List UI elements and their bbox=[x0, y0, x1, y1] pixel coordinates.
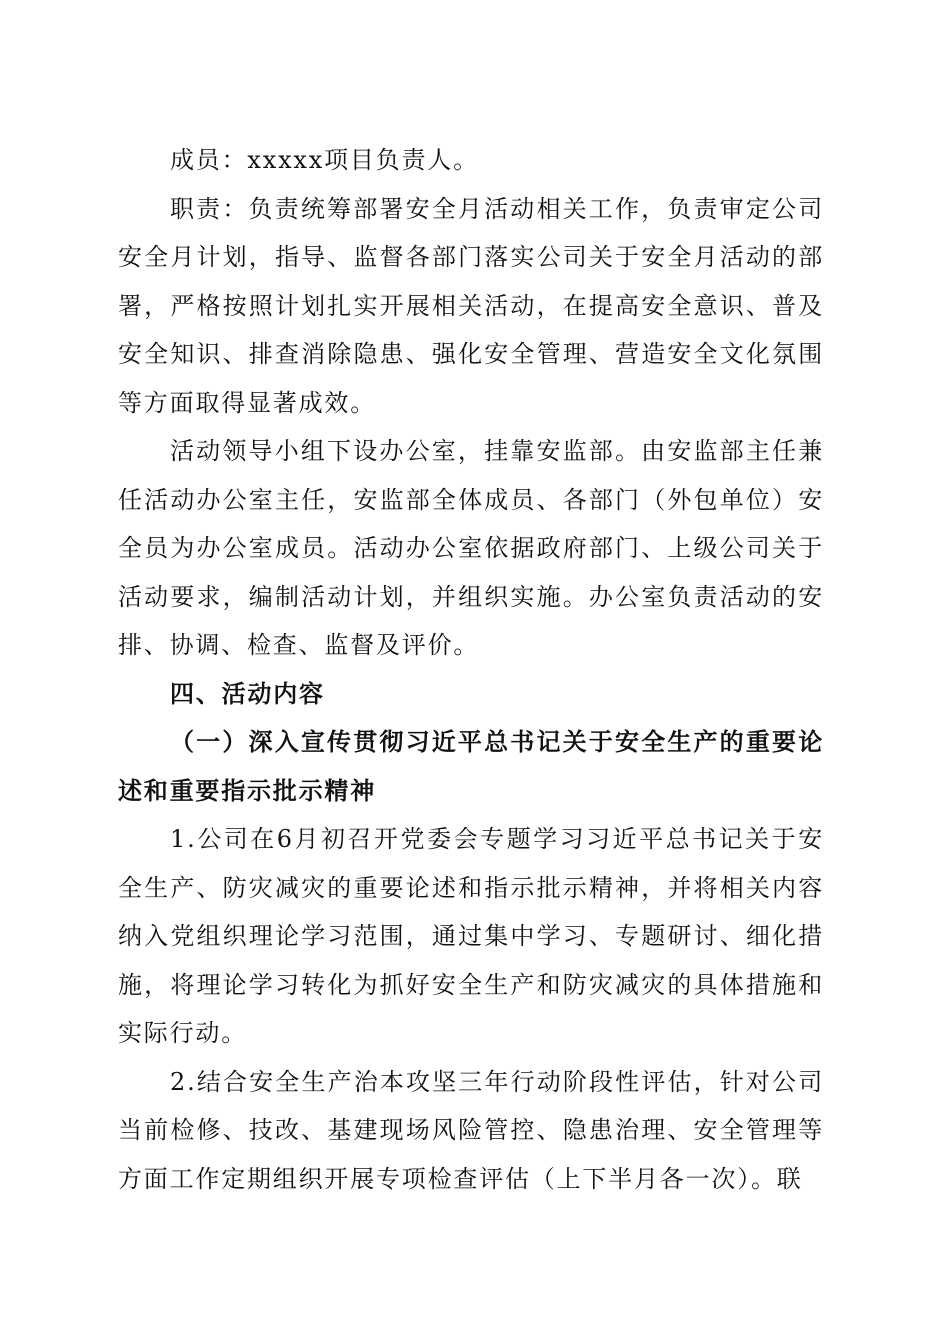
list-item: 1.公司在6月初召开党委会专题学习习近平总书记关于安全生产、防灾减灾的重要论述和指示批示精神，并将相关内容纳入党组织理论学习范围，通过集中学习、专题研讨、细化措施，将理论学习转化为抓好安全生产和防灾减灾的具体措施和实际行动。 bbox=[118, 825, 824, 1047]
subsection-heading: （一）深入宣传贯彻习近平总书记关于安全生产的重要论述和重要指示批示精神 bbox=[118, 727, 824, 805]
members-paragraph: 成员：xxxxx项目负责人。 bbox=[170, 146, 479, 174]
section-heading: 四、活动内容 bbox=[170, 679, 325, 708]
office-paragraph: 活动领导小组下设办公室，挂靠安监部。由安监部主任兼任活动办公室主任，安监部全体成员、各部门（外包单位）安全员为办公室成员。活动办公室依据政府部门、上级公司关于活动要求，编制活动计划，并组织实施。办公室负责活动的安排、协调、检查、监督及评价。 bbox=[118, 437, 824, 659]
document-body bbox=[118, 136, 824, 1203]
duties-paragraph: 职责：负责统筹部署安全月活动相关工作，负责审定公司安全月计划，指导、监督各部门落实公司关于安全月活动的部署，严格按照计划扎实开展相关活动，在提高安全意识、普及安全知识、排查消除隐患、强化安全管理、营造安全文化氛围等方面取得显著成效。 bbox=[118, 194, 824, 417]
list-item: 2.结合安全生产治本攻坚三年行动阶段性评估，针对公司当前检修、技改、基建现场风险管控、隐患治理、安全管理等方面工作定期组织开展专项检查评估（上下半月各一次）。联 bbox=[118, 1067, 824, 1193]
